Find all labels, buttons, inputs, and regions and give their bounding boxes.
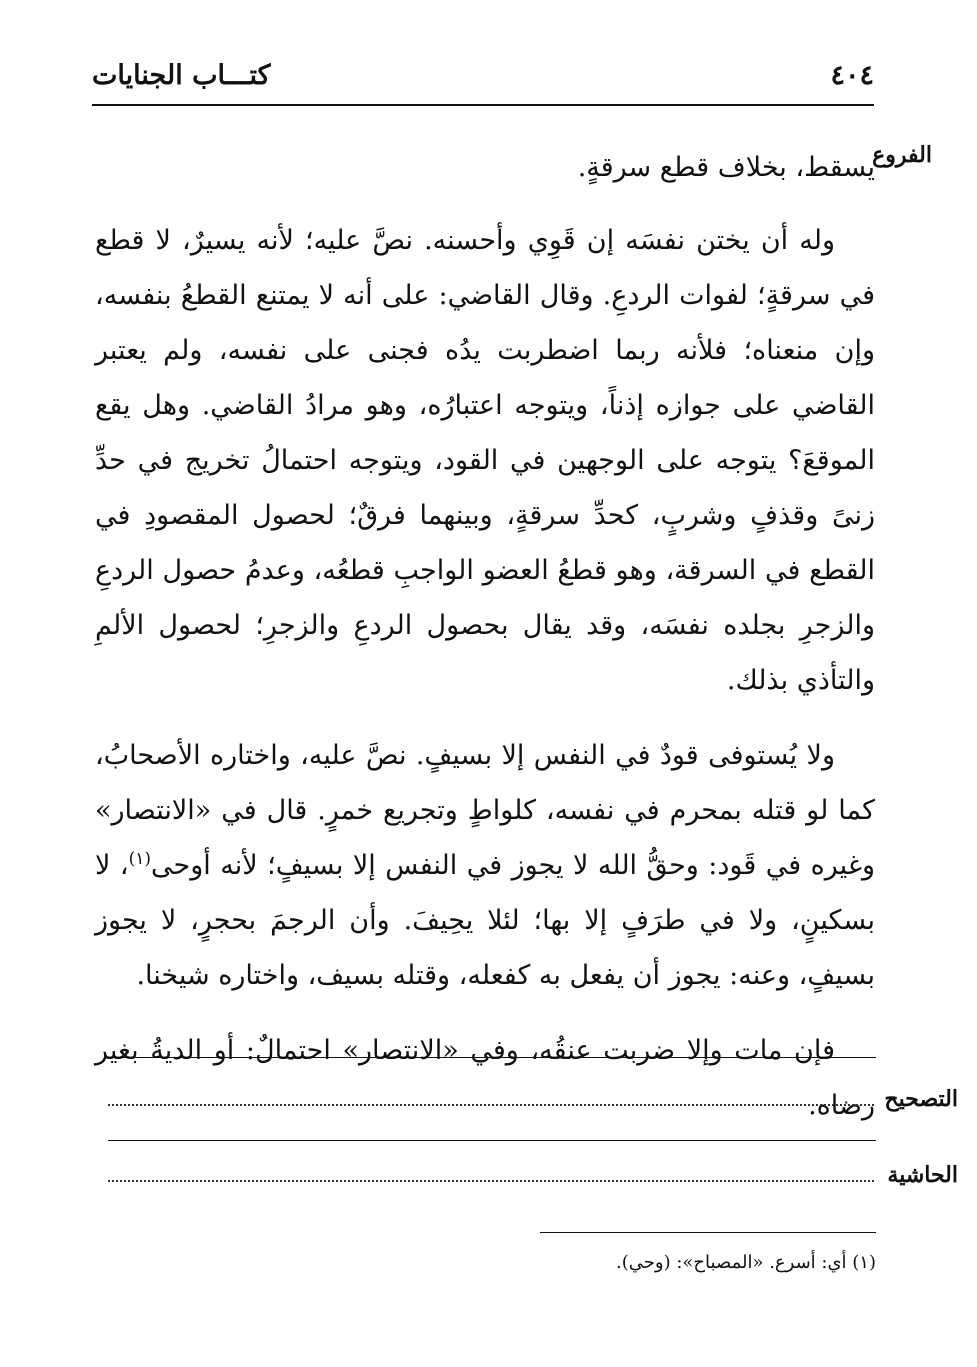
form-rule-middle: [108, 1140, 876, 1141]
paragraph-death: فإن مات وإلا ضربت عنقُه، وفي «الانتصار» احتمالٌ: أو الديةُ بغير رضاه.: [95, 1035, 875, 1121]
margin-field[interactable]: [108, 1180, 874, 1182]
correction-row: [108, 1086, 958, 1116]
book-title: كتـــاب الجنايات: [92, 60, 271, 91]
page-number: ٤٠٤: [830, 60, 874, 91]
form-rule-top: [108, 1057, 876, 1058]
margin-row: [108, 1162, 958, 1192]
paragraph-retaliation-sword: [95, 728, 875, 1003]
paragraph-retaliation-part2: ، لا بسكينٍ، ولا في طرَفٍ إلا بها؛ لئلا يحِيفَ. وأن الرجمَ بحجرٍ، لا يجوز بسيفٍ، وعنه: يجوز أن يفعل به كفعله، وقتله بسيف، واختاره شيخنا.: [95, 850, 875, 991]
footnote-reference[interactable]: (١): [128, 849, 152, 869]
side-note-furu: الفروع: [872, 142, 932, 168]
paragraph-retaliation-part1: ولا يُستوفى قودٌ في النفس إلا بسيفٍ. نصَّ عليه، واختاره الأصحابُ، كما لو قتله بمحرم في نفسه، كلواطٍ وتجريع خمرٍ. قال في «الانتصار» وغيره في قَود: وحقُّ الله لا يجوز في النفس إلا بسيفٍ؛ لأنه أوحى: [95, 740, 875, 881]
main-text: [95, 140, 875, 1143]
correction-field[interactable]: [108, 1104, 874, 1106]
running-head: [92, 60, 874, 100]
paragraph-self-circumcision: وله أن يختن نفسَه إن قَوِي وأحسنه. نصَّ عليه؛ لأنه يسيرٌ، لا قطع في سرقةٍ؛ لفوات الردعِ. وقال القاضي: على أنه لا يمتنع القطعُ بنفسه، وإن منعناه؛ فلأنه ربما اضطربت يدُه فجنى على نفسه، ولم يعتبر القاضي على جوازه إذناً، ويتوجه اعتبارُه، وهو مرادُ القاضي. وهل يقع الموقعَ؟ يتوجه على الوجهين في القود، ويتوجه احتمالُ تخريج في حدِّ زنىً وقذفٍ وشربٍ، كحدِّ سرقةٍ، وبينهما فرقٌ؛ لحصول المقصودِ في القطع في السرقة، وهو قطعُ العضو الواجبِ قطعُه، وعدمُ حصول الردعِ والزجرِ بجلده نفسَه، وقد يقال بحصول الردعِ والزجرِ؛ لحصول الألمِ والتأذي بذلك.: [95, 225, 875, 696]
header-rule: [92, 104, 874, 106]
margin-label: الحاشية: [887, 1162, 958, 1188]
footnote-text: (١) أي: أسرع. «المصباح»: (وحي).: [616, 1252, 876, 1273]
footnote-rule: [540, 1232, 876, 1233]
correction-label: التصحيح: [884, 1086, 958, 1112]
paragraph-continuation: يسقط، بخلاف قطع سرقةٍ.: [577, 152, 875, 183]
